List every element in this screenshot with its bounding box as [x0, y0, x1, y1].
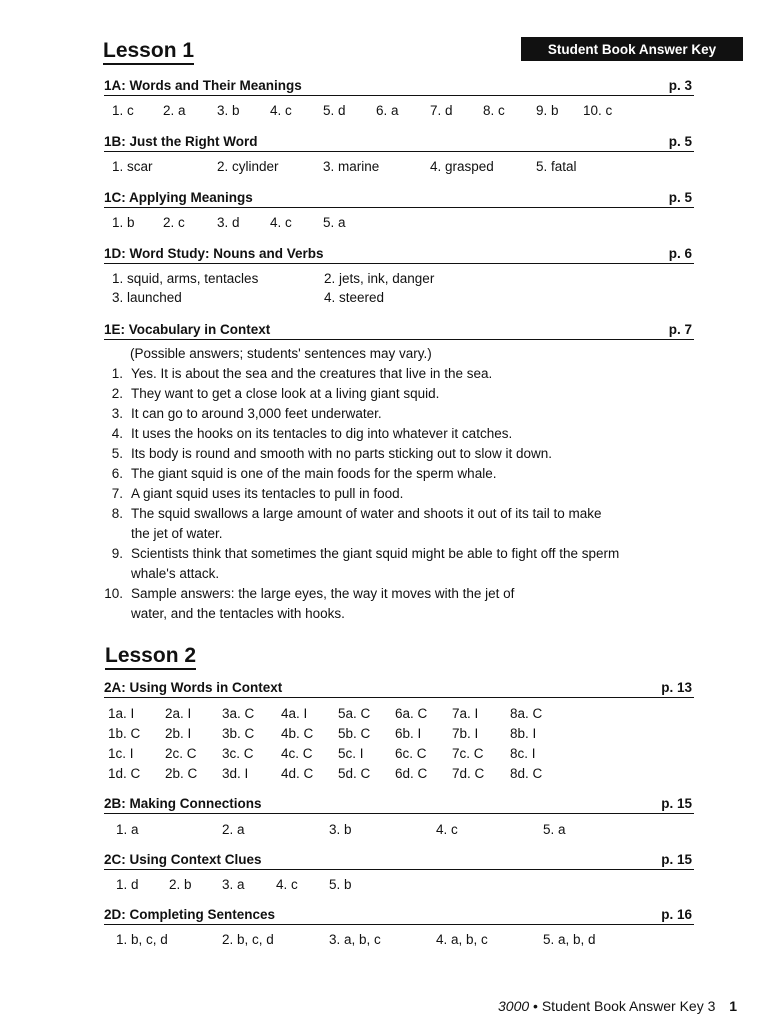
answer: 2. a: [222, 822, 245, 837]
item-text: water, and the tentacles with hooks.: [131, 606, 345, 621]
section-page: p. 15: [661, 796, 692, 811]
answer: 2. jets, ink, danger: [324, 271, 435, 286]
section-title: 2C: Using Context Clues: [104, 852, 262, 867]
answer: 8d. C: [510, 766, 543, 781]
item-text: The giant squid is one of the main foods for the sperm whale.: [131, 466, 497, 481]
answer: 3. launched: [112, 290, 182, 305]
answer: 4. c: [270, 103, 292, 118]
answer: 1c. I: [108, 746, 134, 761]
item-text: the jet of water.: [131, 526, 223, 541]
answer: 2b. C: [165, 766, 198, 781]
answer: 8b. I: [510, 726, 537, 741]
answer: 3. b: [217, 103, 240, 118]
answer: 5d. C: [338, 766, 371, 781]
item-text: It can go to around 3,000 feet underwater.: [131, 406, 382, 421]
page-footer: [498, 998, 737, 1014]
section-2b-heading: [104, 796, 694, 814]
answer: 10. c: [583, 103, 613, 118]
answer: 6a. C: [395, 706, 428, 721]
answer: 3. marine: [323, 159, 380, 174]
section-page: p. 16: [661, 907, 692, 922]
answer: 6b. I: [395, 726, 422, 741]
item-number: 2.: [111, 386, 123, 401]
footer-text: Student Book Answer Key 3: [541, 998, 716, 1014]
section-page: p. 6: [668, 246, 692, 261]
answer: 2. a: [163, 103, 186, 118]
item-number: 10.: [104, 586, 123, 601]
answer-key-badge: Student Book Answer Key: [521, 37, 743, 61]
item-text: It uses the hooks on its tentacles to dig into whatever it catches.: [131, 426, 513, 441]
answer: 1. squid, arms, tentacles: [112, 271, 259, 286]
answer: 3. b: [329, 822, 352, 837]
item-text: Yes. It is about the sea and the creatures that live in the sea.: [131, 366, 493, 381]
section-1c-heading: [104, 190, 694, 208]
section-page: p. 5: [668, 190, 692, 205]
section-title: 2D: Completing Sentences: [104, 907, 276, 922]
section-1d-heading: [104, 246, 694, 264]
answer: 8c. I: [510, 746, 536, 761]
item-text: Its body is round and smooth with no parts sticking out to slow it down.: [131, 446, 552, 461]
answer: 8. c: [483, 103, 505, 118]
section-1e-heading: [104, 322, 694, 340]
lesson-2-title: Lesson 2: [105, 645, 196, 670]
answer: 4. c: [436, 822, 458, 837]
section-page: p. 5: [668, 134, 692, 149]
answer: 7d. C: [452, 766, 485, 781]
item-number: 5.: [111, 446, 123, 461]
answer: 3c. C: [222, 746, 254, 761]
item-text: Scientists think that sometimes the giant squid might be able to fight off the sperm: [131, 546, 620, 561]
answer: 1. d: [116, 877, 139, 892]
section-title: 1C: Applying Meanings: [104, 190, 253, 205]
answer: 5b. C: [338, 726, 371, 741]
section-title: 1D: Word Study: Nouns and Verbs: [104, 246, 324, 261]
answer: 4a. I: [281, 706, 308, 721]
section-title: 2B: Making Connections: [104, 796, 262, 811]
answer: 1. b: [112, 215, 135, 230]
item-number: 9.: [111, 546, 123, 561]
item-number: 7.: [111, 486, 123, 501]
answer: 1. scar: [112, 159, 153, 174]
item-text: Sample answers: the large eyes, the way it moves with the jet of: [131, 586, 515, 601]
answer: 2. b: [169, 877, 192, 892]
section-2a-heading: [104, 680, 694, 698]
answer: 1a. I: [108, 706, 135, 721]
item-number: 1.: [111, 366, 123, 381]
footer-separator: •: [533, 998, 538, 1014]
answer: 4c. C: [281, 746, 313, 761]
answer: 9. b: [536, 103, 559, 118]
answer: 5. fatal: [536, 159, 577, 174]
answer: 6c. C: [395, 746, 427, 761]
section-title: 1B: Just the Right Word: [104, 134, 258, 149]
answer: 4d. C: [281, 766, 314, 781]
answer: 2c. C: [165, 746, 197, 761]
answer: 6d. C: [395, 766, 428, 781]
section-2d-heading: [104, 907, 694, 925]
answer: 4. a, b, c: [436, 932, 488, 947]
answer: 5. a: [543, 822, 566, 837]
answer: 1. b, c, d: [116, 932, 168, 947]
section-title: 2A: Using Words in Context: [104, 680, 283, 695]
answer: 7. d: [430, 103, 453, 118]
item-text: whale's attack.: [131, 566, 220, 581]
section-title: 1E: Vocabulary in Context: [104, 322, 271, 337]
answer: 3. a, b, c: [329, 932, 381, 947]
item-number: 8.: [111, 506, 123, 521]
item-text: They want to get a close look at a living giant squid.: [131, 386, 440, 401]
answer: 3a. C: [222, 706, 255, 721]
answer: 4. grasped: [430, 159, 494, 174]
section-page: p. 3: [668, 78, 692, 93]
answer: 3d. I: [222, 766, 249, 781]
answer: 3. a: [222, 877, 245, 892]
answer: 2b. I: [165, 726, 192, 741]
answer: 8a. C: [510, 706, 543, 721]
lesson-1-title: Lesson 1: [103, 40, 194, 65]
answer: 6. a: [376, 103, 399, 118]
section-title: 1A: Words and Their Meanings: [104, 78, 302, 93]
answer: 3. d: [217, 215, 240, 230]
item-text: A giant squid uses its tentacles to pull in food.: [131, 486, 404, 501]
answer: 2. c: [163, 215, 185, 230]
answer: 7a. I: [452, 706, 479, 721]
answer: 2a. I: [165, 706, 192, 721]
section-page: p. 15: [661, 852, 692, 867]
answer: 3b. C: [222, 726, 255, 741]
section-1a-heading: [104, 78, 694, 96]
answer: 4. c: [276, 877, 298, 892]
answer: 1. c: [112, 103, 134, 118]
item-number: 4.: [111, 426, 123, 441]
section-note: (Possible answers; students' sentences may vary.): [130, 346, 432, 361]
section-page: p. 7: [668, 322, 692, 337]
answer: 2. cylinder: [217, 159, 279, 174]
answer: 4. steered: [324, 290, 385, 305]
answer: 4. c: [270, 215, 292, 230]
section-1b-heading: [104, 134, 694, 152]
answer: 5a. C: [338, 706, 371, 721]
answer: 4b. C: [281, 726, 314, 741]
answer: 5. a: [323, 215, 346, 230]
answer: 5. d: [323, 103, 346, 118]
answer: 1. a: [116, 822, 139, 837]
answer: 5c. I: [338, 746, 364, 761]
page-number: 1: [729, 998, 738, 1014]
section-2c-heading: [104, 852, 694, 870]
answer: 2. b, c, d: [222, 932, 274, 947]
answer: 5. b: [329, 877, 352, 892]
item-number: 6.: [111, 466, 123, 481]
item-text: The squid swallows a large amount of water and shoots it out of its tail to make: [131, 506, 602, 521]
answer: 5. a, b, d: [543, 932, 596, 947]
answer: 7b. I: [452, 726, 479, 741]
answer: 1d. C: [108, 766, 141, 781]
section-page: p. 13: [661, 680, 692, 695]
answer: 1b. C: [108, 726, 141, 741]
footer-series: 3000: [498, 998, 530, 1014]
item-number: 3.: [111, 406, 123, 421]
answer: 7c. C: [452, 746, 484, 761]
